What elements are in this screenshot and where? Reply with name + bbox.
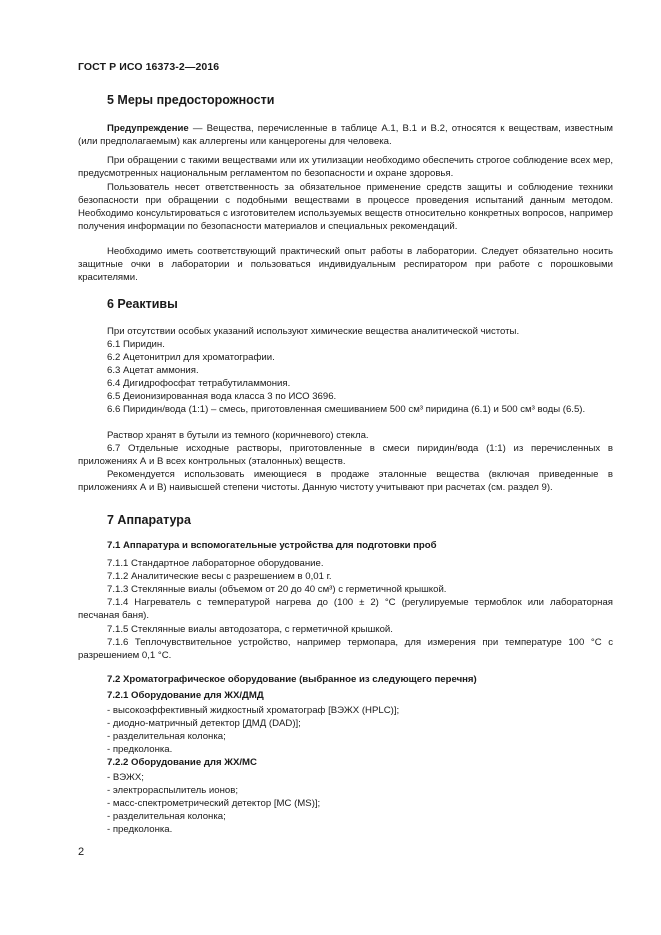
storage-note: Раствор хранят в бутыли из темного (коричневого) стекла. xyxy=(107,430,369,441)
document-header: ГОСТ Р ИСО 16373-2—2016 xyxy=(78,61,220,73)
item-7-1-2: 7.1.2 Аналитические весы с разрешением в 0,01 г. xyxy=(107,571,332,582)
s5-paragraph-3: Необходимо иметь соответствующий практический опыт работы в лаборатории. Следует обязательно носить защитные очки в лаборатории и пользоваться индивидуальным респиратором при работе с порошковыми красителями. xyxy=(78,246,613,283)
item-7-1-1: 7.1.1 Стандартное лабораторное оборудование. xyxy=(107,558,324,569)
list-item-7-2-1-b: - диодно-матричный детектор [ДМД (DAD)]; xyxy=(107,718,301,729)
warning-paragraph xyxy=(78,122,613,148)
list-item-7-2-1-a: - высокоэффективный жидкостный хроматограф [ВЭЖХ (HPLC)]; xyxy=(107,705,400,716)
warning-label: Предупреждение xyxy=(107,123,189,134)
item-7-1-6: 7.1.6 Теплочувствительное устройство, например термопара, для измерения при температуре 100 °С с разрешением 0,1 °С. xyxy=(78,637,613,661)
list-item-7-2-1-c: - разделительная колонка; xyxy=(107,731,226,742)
warning-text: — Вещества, перечисленные в таблице А.1, В.1 и В.2, относятся к веществам, известным (или предполагаемым) как аллергены или канцерогены для человека. xyxy=(78,123,613,147)
item-7-1-3: 7.1.3 Стеклянные виалы (объемом от 20 до 40 см³) с герметичной крышкой. xyxy=(107,584,447,595)
subsection-7-2-1-title: 7.2.1 Оборудование для ЖХ/ДМД xyxy=(107,690,264,701)
item-6-2: 6.2 Ацетонитрил для хроматографии. xyxy=(107,352,275,363)
item-6-4: 6.4 Дигидрофосфат тетрабутиламмония. xyxy=(107,378,291,389)
list-item-7-2-2-e: - предколонка. xyxy=(107,824,173,835)
list-item-7-2-2-d: - разделительная колонка; xyxy=(107,811,226,822)
item-7-1-5: 7.1.5 Стеклянные виалы автодозатора, с герметичной крышкой. xyxy=(107,624,393,635)
s5-paragraph-2: Пользователь несет ответственность за обязательное применение средств защиты и соблюдение техники безопасности при обращении с подобными веществами в процессе проведения испытаний данным методом. Необходимо консультироваться с изготовителем используемых веществ относительно конкретных вопросов, например получения информации по безопасности материалов и специальных рекомендаций. xyxy=(78,182,613,232)
subsection-7-2-2-title: 7.2.2 Оборудование для ЖХ/МС xyxy=(107,757,257,768)
subsection-7-2-title: 7.2 Хроматографическое оборудование (выбранное из следующего перечня) xyxy=(107,674,477,685)
s6-intro: При отсутствии особых указаний используют химические вещества аналитической чистоты. xyxy=(107,326,520,337)
item-6-7: 6.7 Отдельные исходные растворы, приготовленные в смеси пиридин/вода (1:1) из перечисленных в приложениях А и В всех контрольных (эталонных) веществ. xyxy=(78,443,613,467)
item-6-6: 6.6 Пиридин/вода (1:1) – смесь, приготовленная смешиванием 500 см³ пиридина (6.1) и 500 см³ воды (6.5). xyxy=(107,404,586,415)
item-6-1: 6.1 Пиридин. xyxy=(107,339,165,350)
item-7-1-4: 7.1.4 Нагреватель с температурой нагрева до (100 ± 2) °С (регулируемые термоблок или лабораторная песчаная баня). xyxy=(78,597,613,621)
s5-paragraph-1: При обращении с такими веществами или их утилизации необходимо обеспечить строгое соблюдение всех мер, предусмотренных национальным регламентом по безопасности и охране здоровья. xyxy=(78,155,613,179)
item-6-3: 6.3 Ацетат аммония. xyxy=(107,365,199,376)
list-item-7-2-2-a: - ВЭЖХ; xyxy=(107,772,144,783)
recommendation-paragraph: Рекомендуется использовать имеющиеся в продаже эталонные вещества (включая приведенные в приложениях А и В) наивысшей степени чистоты. Данную чистоту учитывают при расчетах (см. раздел 9). xyxy=(78,469,613,493)
section-5-title: 5 Меры предосторожности xyxy=(107,93,275,107)
list-item-7-2-2-c: - масс-спектрометрический детектор [МС (MS)]; xyxy=(107,798,321,809)
item-6-5: 6.5 Деионизированная вода класса 3 по ИСО 3696. xyxy=(107,391,337,402)
list-item-7-2-1-d: - предколонка. xyxy=(107,744,173,755)
section-6-title: 6 Реактивы xyxy=(107,297,178,311)
list-item-7-2-2-b: - электрораспылитель ионов; xyxy=(107,785,239,796)
subsection-7-1-title: 7.1 Аппаратура и вспомогательные устройства для подготовки проб xyxy=(107,540,437,551)
section-7-title: 7 Аппаратура xyxy=(107,513,191,527)
page-number: 2 xyxy=(78,846,85,858)
